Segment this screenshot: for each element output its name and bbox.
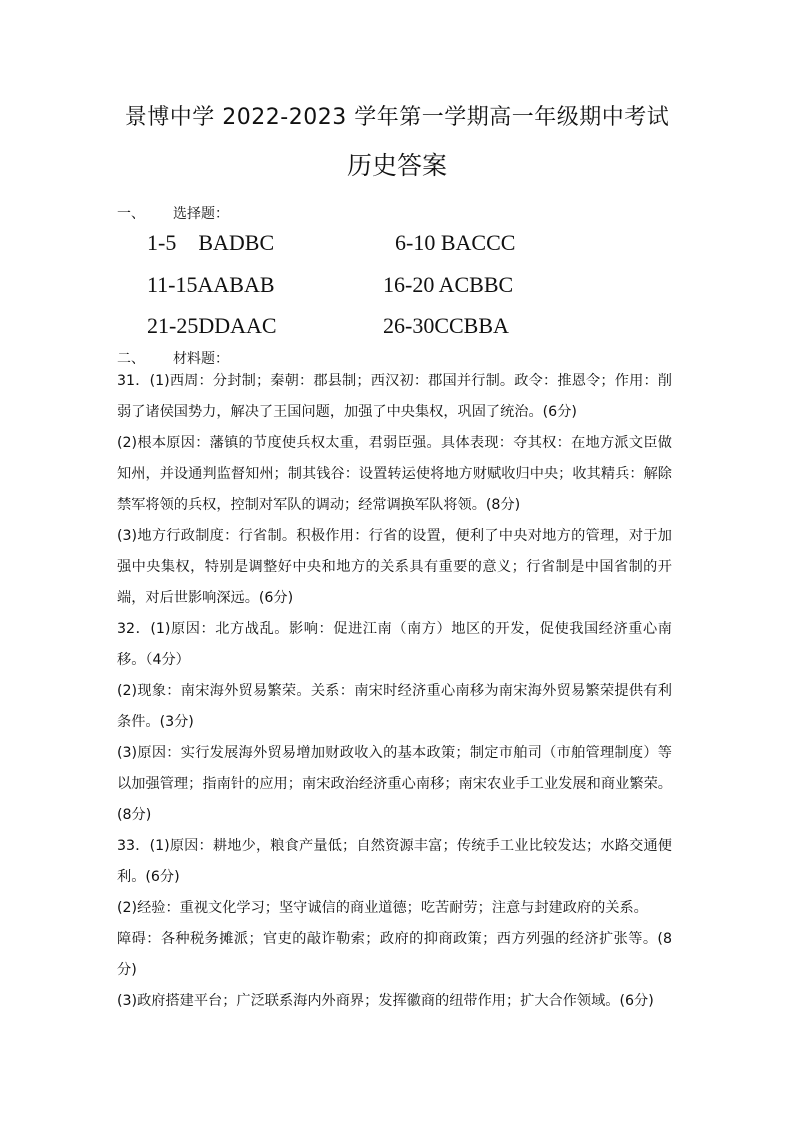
section-number: 二、 (117, 351, 145, 367)
answer-group-5 (147, 313, 277, 339)
answer-range: 26-30 (383, 313, 435, 338)
answer-letters: CCBBA (434, 313, 509, 338)
answer-range: 11-15 (147, 272, 198, 297)
answer-letters: AABAB (197, 272, 275, 297)
section-label: 选择题： (173, 206, 229, 222)
section-heading-choice (117, 203, 229, 223)
answer-group-2 (395, 230, 515, 256)
answer-letters: BADBC (198, 230, 275, 255)
section-number: 一、 (117, 206, 145, 222)
answer-range: 6-10 (395, 230, 436, 255)
answer-paragraph-32-3: (3)原因：实行发展海外贸易增加财政收入的基本政策；制定市舶司（市舶管理制度）等以加强管理；指南针的应用；南宋政治经济重心南移；南宋农业手工业发展和商业繁荣。(8分) (117, 745, 672, 823)
answer-paragraph-33-3: (3)政府搭建平台；广泛联系海内外商界；发挥徽商的纽带作用；扩大合作领域。(6分) (117, 993, 654, 1009)
answer-paragraph-31-3: (3)地方行政制度：行省制。积极作用：行省的设置，便利了中央对地方的管理，对于加强中央集权，特别是调整好中央和地方的关系具有重要的意义；行省制是中国省制的开端，对后世影响深远。(6分) (117, 528, 672, 606)
answer-group-4 (383, 272, 513, 298)
page-subtitle: 历史答案 (346, 151, 447, 180)
answer-paragraph-32-2: (2)现象：南宋海外贸易繁荣。关系：南宋时经济重心南移为南宋海外贸易繁荣提供有利条件。(3分) (117, 683, 672, 730)
answer-group-6 (383, 313, 509, 339)
answer-paragraph-33-2: (2)经验：重视文化学习；坚守诚信的商业道德；吃苦耐劳；注意与封建政府的关系。 (117, 900, 648, 916)
answer-paragraph-31-1: 31．(1)西周：分封制；秦朝：郡县制；西汉初：郡国并行制。政令：推恩令；作用：削弱了诸侯国势力，解决了王国问题，加强了中央集权，巩固了统治。(6分) (117, 373, 672, 420)
answer-paragraph-33-2-obstacles: 障碍：各种税务摊派；官吏的敲诈勒索；政府的抑商政策；西方列强的经济扩张等。(8分) (117, 931, 672, 978)
answer-range: 1-5 (147, 230, 177, 255)
answer-range: 16-20 (383, 272, 435, 297)
answer-paragraph-32-1: 32．(1)原因：北方战乱。影响：促进江南（南方）地区的开发，促使我国经济重心南移。（4分） (117, 621, 672, 668)
section-heading-material (117, 348, 229, 368)
answer-paragraph-33-1: 33．(1)原因：耕地少，粮食产量低；自然资源丰富；传统手工业比较发达；水路交通便利。(6分) (117, 838, 672, 885)
answer-group-3 (147, 272, 275, 298)
answer-group-1 (147, 230, 274, 256)
answer-letters: ACBBC (438, 272, 514, 297)
answer-range: 21-25 (147, 313, 199, 338)
page-title: 景博中学 2022-2023 学年第一学期高一年级期中考试 (124, 105, 670, 130)
section-label: 材料题： (173, 351, 229, 367)
answer-paragraph-31-2: (2)根本原因：藩镇的节度使兵权太重，君弱臣强。具体表现：夺其权：在地方派文臣做知州，并设通判监督知州；制其钱谷：设置转运使将地方财赋收归中央；收其精兵：解除禁军将领的兵权，控制对军队的调动；经常调换军队将领。(8分) (117, 435, 672, 513)
answer-letters: BACCC (440, 230, 516, 255)
answer-letters: DDAAC (198, 313, 277, 338)
